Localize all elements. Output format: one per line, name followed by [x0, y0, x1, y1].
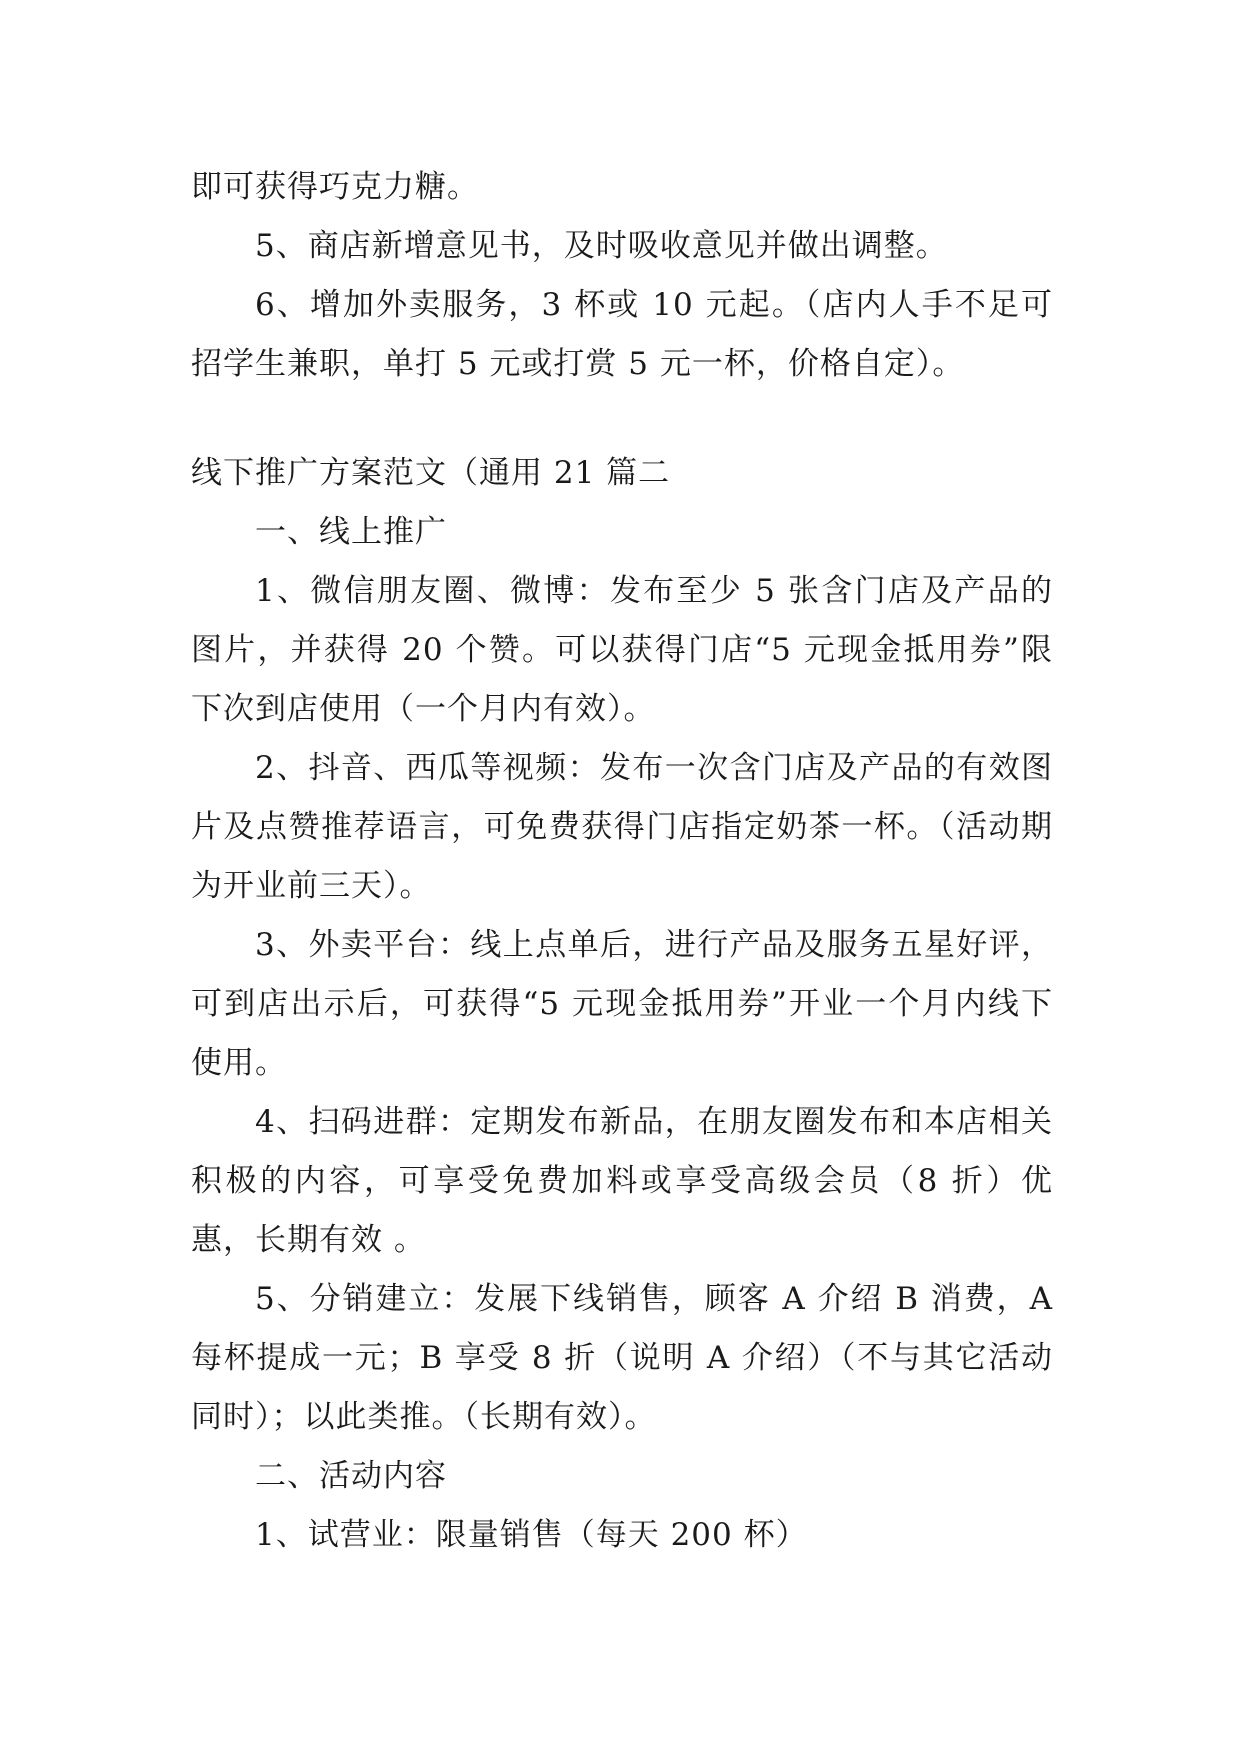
paragraph: 5、商店新增意见书，及时吸收意见并做出调整。: [255, 228, 948, 264]
section-spacer: [191, 394, 1053, 444]
paragraph: 2、抖音、西瓜等视频：发布一次含门店及产品的有效图片及点赞推荐语言，可免费获得门店指定奶茶一杯。（活动期为开业前三天）。: [191, 750, 1053, 904]
paragraph: 1、试营业：限量销售（每天 200 杯）: [255, 1517, 808, 1553]
paragraph: 即可获得巧克力糖。: [191, 169, 479, 205]
paragraph: 3、外卖平台：线上点单后，进行产品及服务五星好评，可到店出示后，可获得“5 元现金抵用券”开业一个月内线下使用。: [191, 927, 1053, 1081]
heading-online-promotion: 一、线上推广: [255, 514, 447, 550]
paragraph: 6、增加外卖服务，3 杯或 10 元起。（店内人手不足可招学生兼职，单打 5 元或打赏 5 元一杯，价格自定）。: [191, 287, 1053, 382]
paragraph: 4、扫码进群：定期发布新品，在朋友圈发布和本店相关积极的内容，可享受免费加料或享受高级会员（8 折）优惠，长期有效 。: [191, 1104, 1053, 1258]
paragraph: 5、分销建立：发展下线销售，顾客 A 介绍 B 消费，A 每杯提成一元；B 享受 8 折（说明 A 介绍）（不与其它活动同时）；以此类推。（长期有效）。: [191, 1281, 1053, 1435]
document-body: [191, 158, 1053, 1565]
heading-activity-content: 二、活动内容: [255, 1458, 447, 1494]
paragraph: 1、微信朋友圈、微博：发布至少 5 张含门店及产品的图片，并获得 20 个赞。可以获得门店“5 元现金抵用券”限下次到店使用（一个月内有效）。: [191, 573, 1053, 727]
section-title: 线下推广方案范文（通用 21 篇二: [191, 455, 671, 491]
